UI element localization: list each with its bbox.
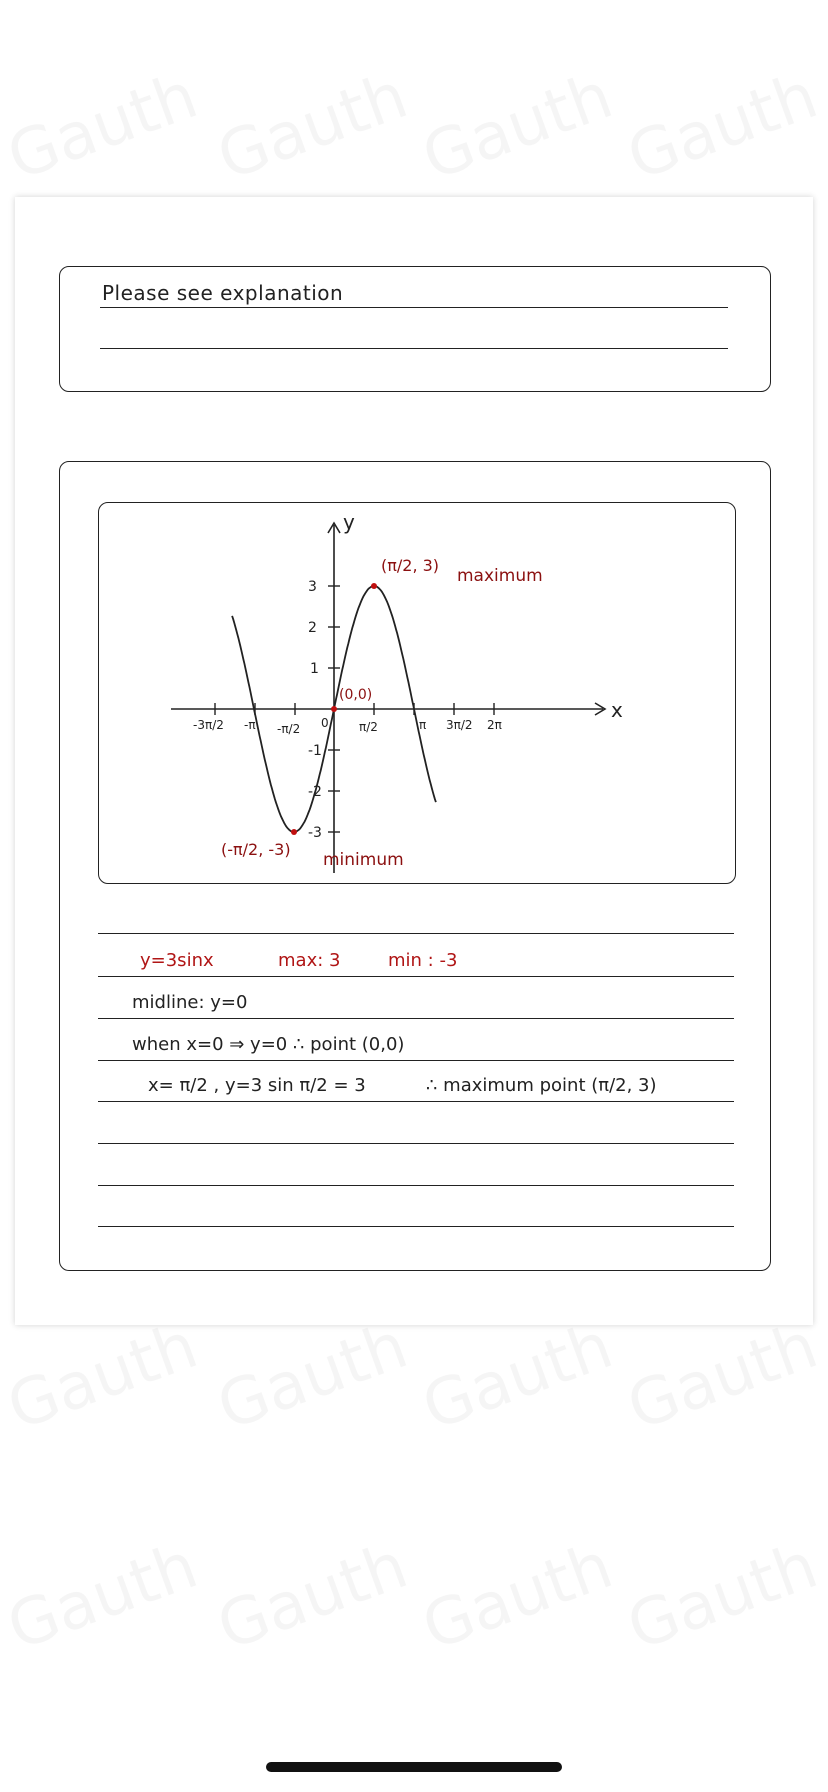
answer-card — [59, 266, 771, 392]
y-tick-label: 3 — [308, 579, 317, 595]
min-value-text: min : -3 — [388, 950, 458, 971]
substitution-text: x= π/2 , y=3 sin π/2 = 3 — [148, 1075, 366, 1096]
midline-text: midline: y=0 — [132, 992, 248, 1013]
ruled-line — [100, 307, 728, 308]
y-tick-label: -1 — [308, 743, 322, 759]
min-point-label: (-π/2, -3) — [221, 840, 291, 859]
watermark — [208, 1309, 417, 1445]
ruled-line — [98, 1226, 734, 1227]
x-tick-label: 0 — [321, 716, 329, 730]
max-label: maximum — [457, 566, 543, 586]
min-point-dot — [291, 829, 297, 835]
watermark — [618, 59, 827, 195]
ruled-line — [98, 1185, 734, 1186]
ruled-line — [98, 1060, 734, 1061]
watermark — [0, 59, 207, 195]
watermark — [208, 59, 417, 195]
watermark — [618, 1529, 827, 1665]
watermark — [618, 1309, 827, 1445]
y-tick-label: 1 — [310, 661, 319, 677]
solution-sheet — [15, 197, 813, 1325]
y-tick-label: -2 — [308, 784, 322, 800]
x-ticks — [193, 703, 502, 736]
watermark — [413, 1529, 622, 1665]
x-tick-label: -3π/2 — [193, 718, 224, 732]
ruled-line — [98, 976, 734, 977]
x-axis-label: x — [611, 698, 623, 722]
x-tick-label: 3π/2 — [446, 718, 473, 732]
ruled-line — [98, 1143, 734, 1144]
origin-point-dot — [331, 706, 337, 712]
watermark — [0, 1529, 207, 1665]
x-tick-label: -π — [244, 718, 256, 732]
x-tick-label: π — [419, 718, 427, 732]
equation-text: y=3sinx — [140, 950, 214, 971]
watermark — [413, 59, 622, 195]
max-point-label: (π/2, 3) — [381, 556, 440, 575]
ruled-line — [98, 933, 734, 934]
point-text: when x=0 ⇒ y=0 ∴ point (0,0) — [132, 1034, 405, 1055]
ruled-line — [100, 348, 728, 349]
home-indicator[interactable] — [266, 1762, 562, 1772]
max-point-text: ∴ maximum point (π/2, 3) — [426, 1075, 657, 1096]
sine-graph — [99, 503, 735, 883]
y-tick-label: -3 — [308, 825, 322, 841]
watermark — [0, 1309, 207, 1445]
max-value-text: max: 3 — [278, 950, 341, 971]
watermark — [413, 1309, 622, 1445]
ruled-line — [98, 1101, 734, 1102]
explanation-card — [59, 461, 771, 1271]
y-tick-label: 2 — [308, 620, 317, 636]
answer-text: Please see explanation — [102, 281, 344, 305]
origin-point-label: (0,0) — [339, 687, 373, 703]
y-axis-label: y — [343, 510, 355, 534]
graph-box — [98, 502, 736, 884]
x-tick-label: π/2 — [359, 720, 378, 734]
ruled-line — [98, 1018, 734, 1019]
x-tick-label: 2π — [487, 718, 502, 732]
min-label: minimum — [323, 850, 404, 870]
watermark — [208, 1529, 417, 1665]
x-tick-label: -π/2 — [277, 722, 301, 736]
max-point-dot — [371, 583, 377, 589]
